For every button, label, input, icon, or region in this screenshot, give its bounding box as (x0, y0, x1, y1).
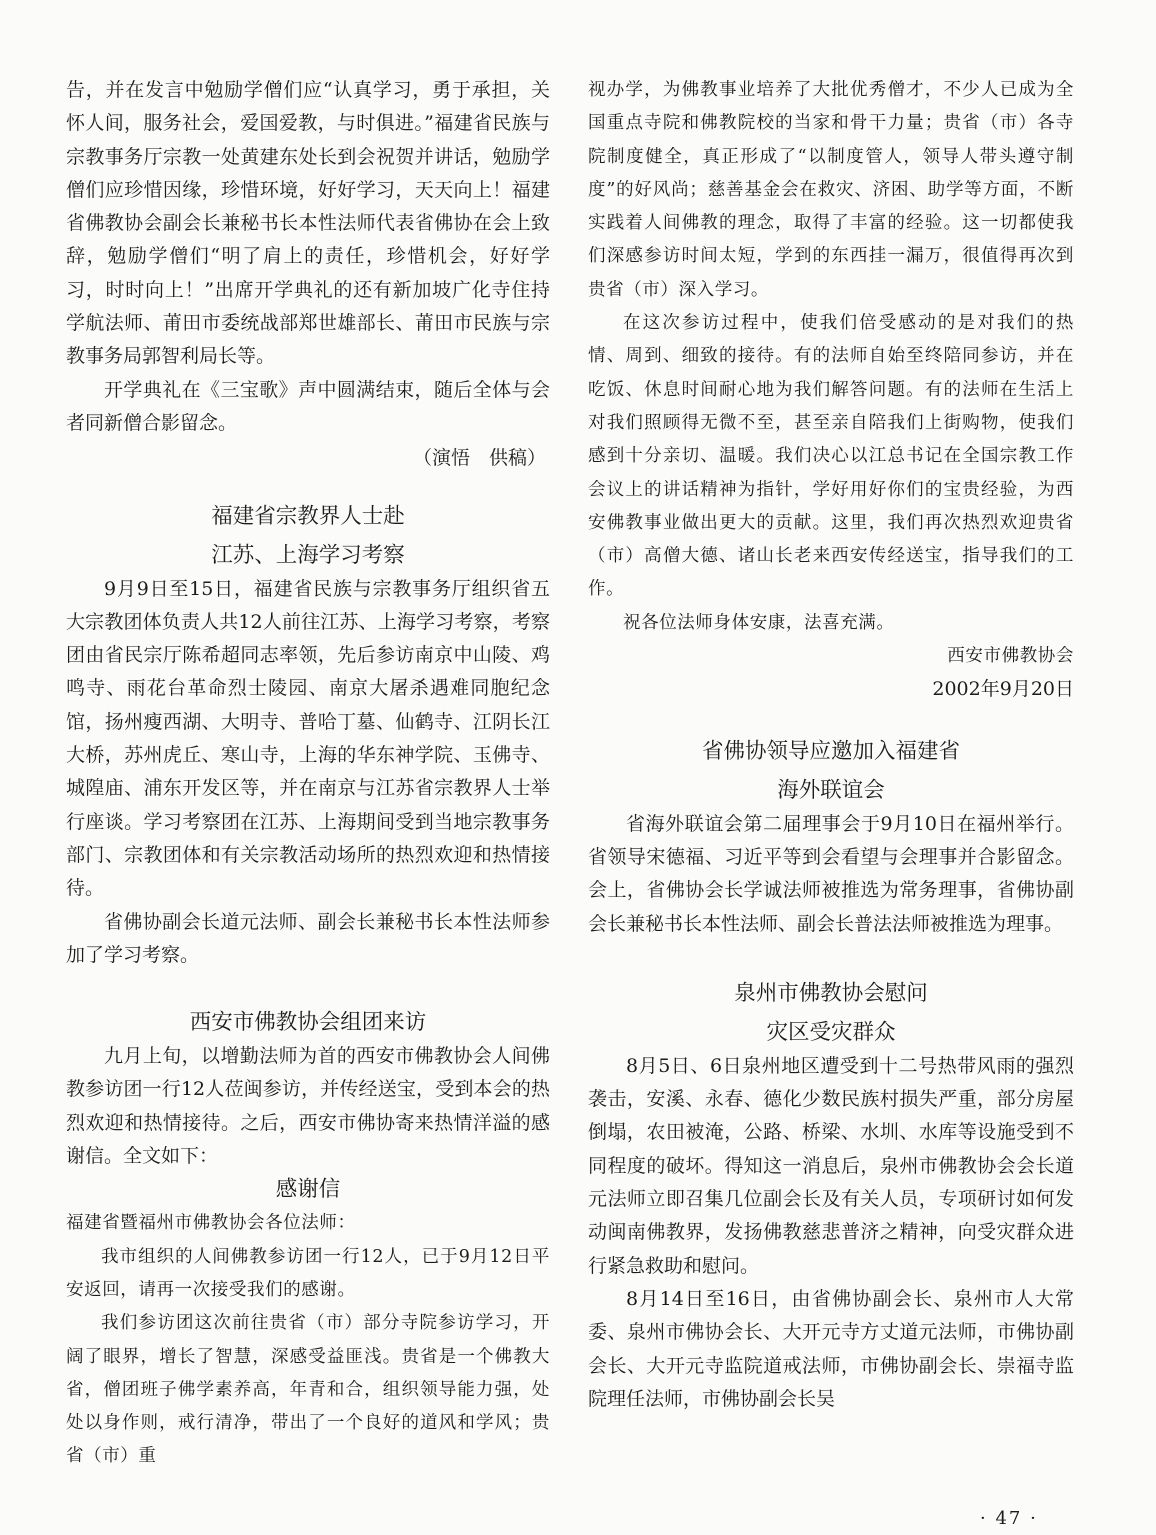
article3-paragraph: 九月上旬，以增勤法师为首的西安市佛教协会人间佛教参访团一行12人莅闽参访，并传经送宝，受到本会的热烈欢迎和热情接待。之后，西安市佛协寄来热情洋溢的感谢信。全文如下： (66, 1045, 550, 1168)
letter-paragraph: 我们参访团这次前往贵省（市）部分寺院参访学习，开阔了眼界，增长了智慧，深感受益匪浅。贵省是一个佛教大省，僧团班子佛学素养高，年青和合，组织领导能力强，处处以身作则，戒行清净，带出了一个良好的道风和学风；贵省（市）重 (66, 1313, 550, 1467)
article2-paragraph: 省佛协副会长道元法师、副会长兼秘书长本性法师参加了学习考察。 (66, 910, 550, 966)
letter-date: 2002年9月20日 (932, 678, 1074, 701)
article3-title: 西安市佛教协会组团来访 (189, 1010, 427, 1036)
article5-paragraph: 8月5日、6日泉州地区遭受到十二号热带风雨的强烈袭击，安溪、永春、德化少数民族村损失严重，部分房屋倒塌，农田被淹，公路、桥梁、水圳、水库等设施受到不同程度的破坏。得知这一消息后，泉州市佛教协会会长道元法师立即召集几位副会长及有关人员，专项研讨如何发动闽南佛教界，发扬佛教慈悲普济之精神，向受灾群众进行紧急救助和慰问。 (588, 1054, 1074, 1277)
letter-paragraph: 我市组织的人间佛教参访团一行12人，已于9月12日平安返回，请再一次接受我们的感谢。 (66, 1246, 550, 1300)
letter-signature: 西安市佛教协会 (947, 646, 1074, 667)
letter-paragraph: 视办学，为佛教事业培养了大批优秀僧才，不少人已成为全国重点寺院和佛教院校的当家和骨干力量；贵省（市）各寺院制度健全，真正形成了“以制度管人，领导人带头遵守制度”的好风尚；慈善基金会在救灾、济困、助学等方面，不断实践着人间佛教的理念，取得了丰富的经验。这一切都使我们深感参访时间太短，学到的东西挂一漏万，很值得再次到贵省（市）深入学习。 (588, 80, 1074, 300)
article5-title-line1: 泉州市佛教协会慰问 (734, 980, 928, 1006)
source-note: （演悟 供稿） (412, 447, 546, 470)
letter-closing: 祝各位法师身体安康，法喜充满。 (623, 612, 895, 633)
article2-title-line1: 福建省宗教界人士赴 (211, 503, 405, 529)
page-number: · 47 · (980, 1508, 1038, 1529)
letter-title: 感谢信 (275, 1177, 341, 1203)
article5-title-line2: 灾区受灾群众 (766, 1019, 896, 1045)
article5-paragraph: 8月14日至16日，由省佛协副会长、泉州市人大常委、泉州市佛协会长、大开元寺方丈道元法师，市佛协副会长、大开元寺监院道戒法师，市佛协副会长、崇福寺监院理任法师，市佛协副会长吴 (588, 1287, 1074, 1410)
article4-paragraph: 省海外联谊会第二届理事会于9月10日在福州举行。省领导宋德福、习近平等到会看望与会理事并合影留念。会上，省佛协会长学诚法师被推选为常务理事，省佛协副会长兼秘书长本性法师、副会长普法法师被推选为理事。 (588, 812, 1074, 935)
article2-paragraph: 9月9日至15日，福建省民族与宗教事务厅组织省五大宗教团体负责人共12人前往江苏、上海学习考察，考察团由省民宗厅陈希超同志率领，先后参访南京中山陵、鸡鸣寺、雨花台革命烈士陵园、南京大屠杀遇难同胞纪念馆，扬州瘦西湖、大明寺、普哈丁墓、仙鹤寺、江阴长江大桥，苏州虎丘、寒山寺，上海的华东神学院、玉佛寺、城隍庙、浦东开发区等，并在南京与江苏省宗教界人士举行座谈。学习考察团在江苏、上海期间受到当地宗教事务部门、宗教团体和有关宗教活动场所的热烈欢迎和热情接待。 (66, 577, 550, 900)
letter-salutation: 福建省暨福州市佛教协会各位法师： (66, 1213, 356, 1234)
intro-paragraph: 告，并在发言中勉励学僧们应“认真学习，勇于承担，关怀人间，服务社会，爱国爱教，与时俱进。”福建省民族与宗教事务厅宗教一处黄建东处长到会祝贺并讲话，勉励学僧们应珍惜因缘，珍惜环境，好好学习，天天向上！福建省佛教协会副会长兼秘书长本性法师代表省佛协在会上致辞，勉励学僧们“明了肩上的责任，珍惜机会，好好学习，时时向上！”出席开学典礼的还有新加坡广化寺住持学航法师、莆田市委统战部郑世雄部长、莆田市民族与宗教事务局郭智利局长等。 (66, 79, 550, 368)
article4-title-line1: 省佛协领导应邀加入福建省 (701, 738, 960, 764)
left-column (66, 74, 550, 1474)
letter-paragraph: 在这次参访过程中，使我们倍受感动的是对我们的热情、周到、细致的接待。有的法师自始至终陪同参访，并在吃饭、休息时间耐心地为我们解答问题。有的法师在生活上对我们照顾得无微不至，甚至亲自陪我们上街购物，使我们感到十分亲切、温暖。我们决心以江总书记在全国宗教工作会议上的讲话精神为指针，学好用好你们的宝贵经验，为西安佛教事业做出更大的贡献。这里，我们再次热烈欢迎贵省（市）高僧大德、诸山长老来西安传经送宝，指导我们的工作。 (588, 313, 1074, 600)
closing-paragraph: 开学典礼在《三宝歌》声中圆满结束，随后全体与会者同新僧合影留念。 (66, 378, 550, 434)
article4-title-line2: 海外联谊会 (777, 777, 885, 803)
right-column (588, 74, 1074, 1416)
article2-title-line2: 江苏、上海学习考察 (211, 542, 405, 568)
